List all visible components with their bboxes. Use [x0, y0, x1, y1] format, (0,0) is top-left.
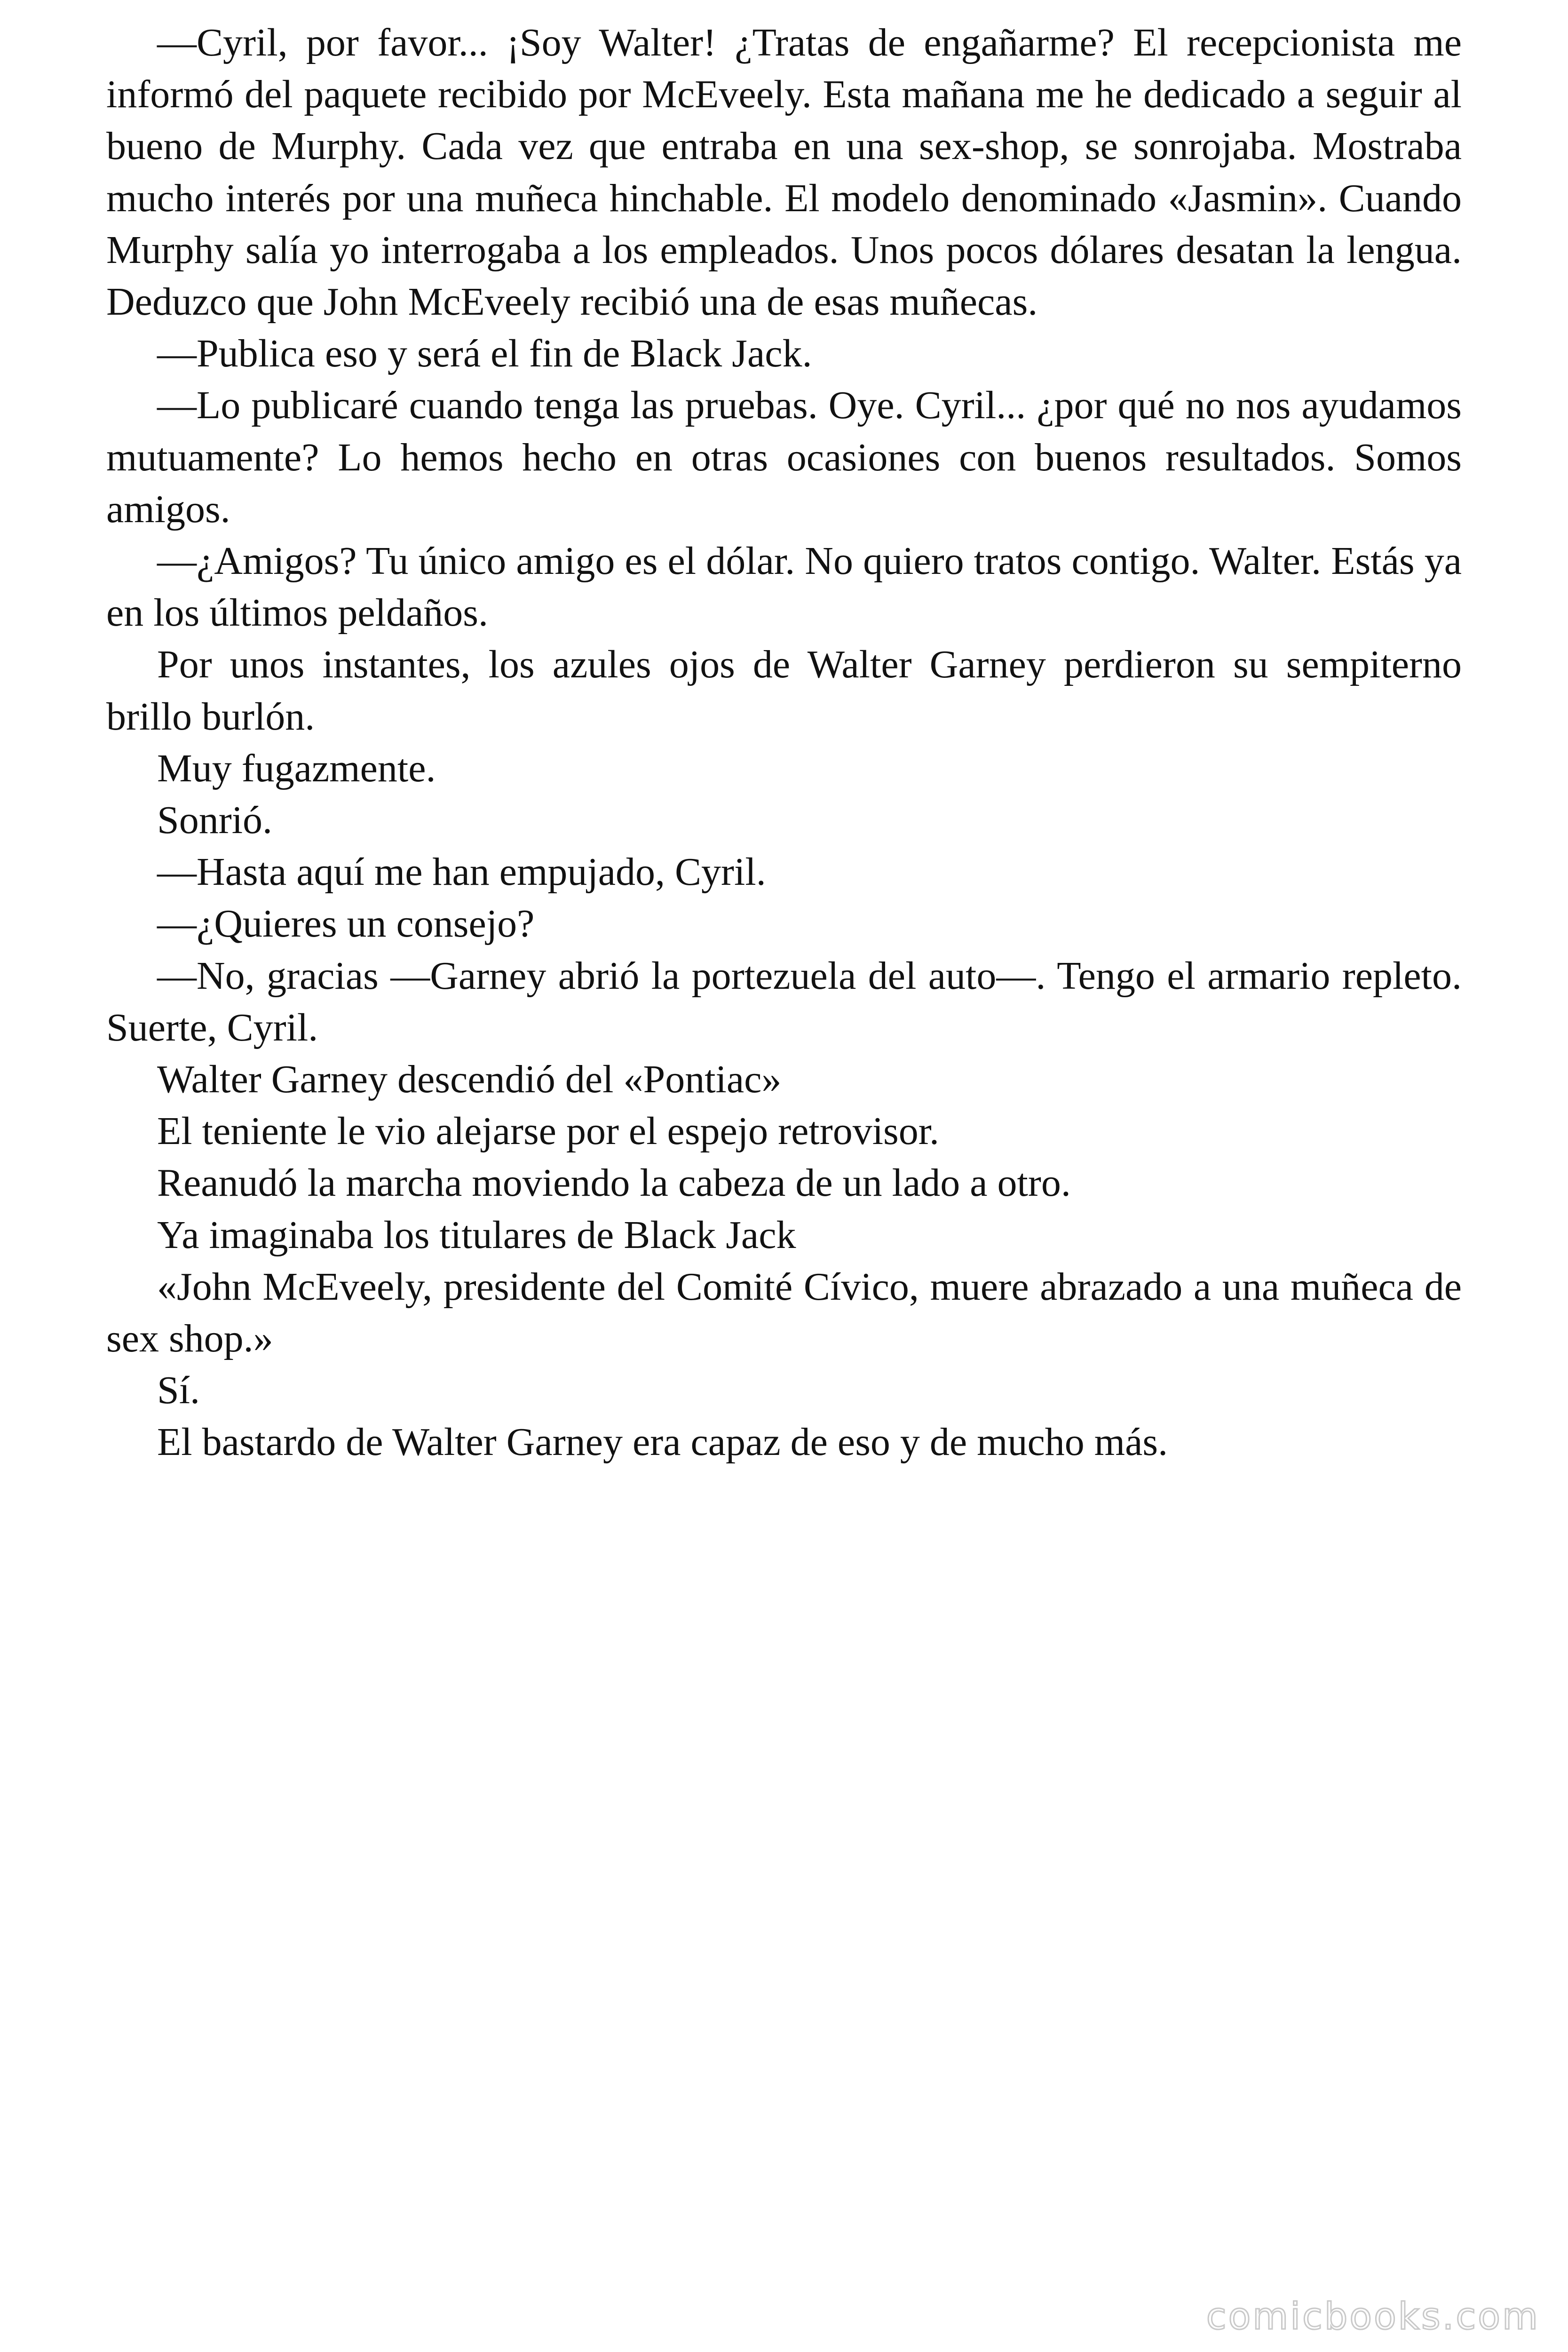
paragraph: Reanudó la marcha moviendo la cabeza de un lado a otro. — [157, 1161, 1071, 1205]
paragraph: Sí. — [157, 1368, 200, 1413]
paragraph: Sonrió. — [157, 798, 273, 842]
paragraph: —Publica eso y será el fin de Black Jack. — [157, 332, 812, 376]
paragraph: —¿Amigos? Tu único amigo es el dólar. No quiero tratos contigo. Walter. Estás ya en los últimos peldaños. — [106, 539, 1462, 635]
paragraph: —No, gracias —Garney abrió la portezuela del auto—. Tengo el armario repleto. Suerte, Cyril. — [106, 954, 1462, 1049]
paragraph: Ya imaginaba los titulares de Black Jack — [157, 1213, 796, 1257]
paragraph: Por unos instantes, los azules ojos de Walter Garney perdieron su sempiterno brillo burlón. — [106, 643, 1462, 739]
paragraph: Muy fugazmente. — [157, 746, 436, 790]
paragraph: «John McEveely, presidente del Comité Cívico, muere abrazado a una muñeca de sex shop.» — [106, 1264, 1462, 1361]
body-text — [106, 17, 1462, 1469]
paragraph: El bastardo de Walter Garney era capaz de eso y de mucho más. — [157, 1420, 1168, 1464]
paragraph: —Cyril, por favor... ¡Soy Walter! ¿Tratas de engañarme? El recepcionista me informó del paquete recibido por McEveely. Esta mañana me he dedicado a seguir al bueno de Murphy. Cada vez que entraba en una sex-shop, se sonrojaba. Mostraba mucho interés por una muñeca hinchable. El modelo denominado «Jasmin». Cuando Murphy salía yo interrogaba a los empleados. Unos pocos dólares desatan la lengua. Deduzco que John McEveely recibió una de esas muñecas. — [106, 21, 1462, 324]
watermark: comicbooks.com — [1206, 2296, 1540, 2338]
paragraph: —Hasta aquí me han empujado, Cyril. — [157, 850, 766, 894]
paragraph: Walter Garney descendió del «Pontiac» — [157, 1057, 782, 1102]
paragraph: El teniente le vio alejarse por el espejo retrovisor. — [157, 1109, 940, 1153]
paragraph: —¿Quieres un consejo? — [157, 902, 535, 946]
paragraph: —Lo publicaré cuando tenga las pruebas. Oye. Cyril... ¿por qué no nos ayudamos mutuamente? Lo hemos hecho en otras ocasiones con buenos resultados. Somos amigos. — [106, 383, 1462, 531]
